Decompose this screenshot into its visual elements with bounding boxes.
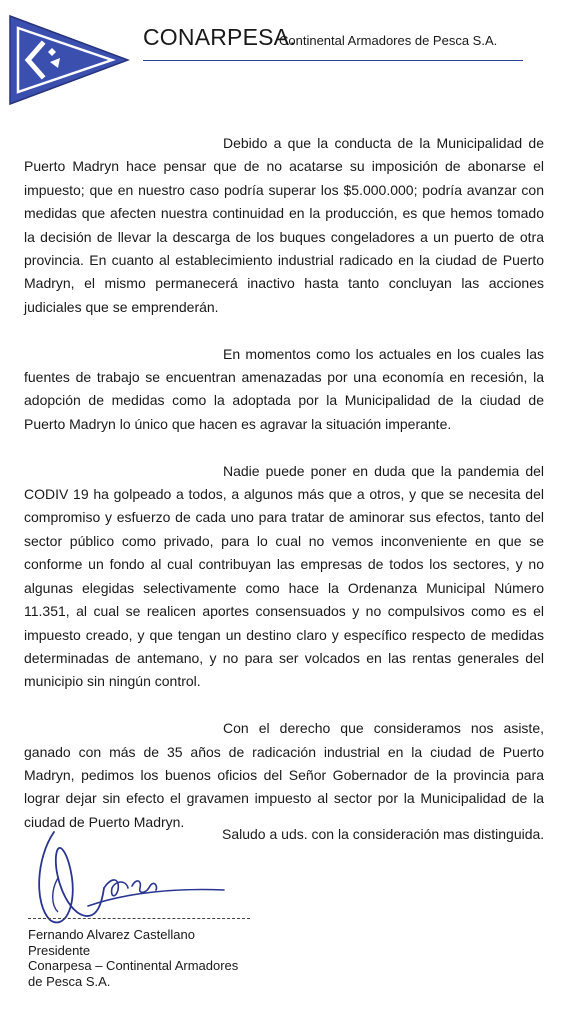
company-name: CONARPESA.	[143, 24, 296, 50]
signer-block	[28, 927, 238, 989]
signer-title: Presidente	[28, 942, 91, 958]
closing-line: Saludo a uds. con la consideración mas distinguida.	[222, 826, 545, 842]
signer-org-line-2: de Pesca S.A.	[28, 973, 111, 989]
letter-body	[24, 132, 544, 858]
header-rule	[143, 60, 523, 61]
paragraph-4: Con el derecho que consideramos nos asiste, ganado con más de 35 años de radicación industrial en la ciudad de Puerto Madryn, pedimos los buenos oficios del Señor Gobernador de la provincia para lograr dejar sin efecto el gravamen impuesto al sector por la Municipalidad de la ciudad de Puerto Madryn.	[24, 720, 544, 830]
company-full-name: Continental Armadores de Pesca S.A.	[279, 33, 498, 48]
paragraph-2: En momentos como los actuales en los cuales las fuentes de trabajo se encuentran amenazadas por una economía en recesión, la adopción de medidas como la adoptada por la Municipalidad de la ciudad de Puerto Madryn lo único que hacen es agravar la situación imperante.	[24, 345, 544, 432]
signer-name: Fernando Alvarez Castellano	[28, 927, 195, 942]
signature-line	[28, 918, 250, 919]
handwritten-signature	[28, 818, 228, 928]
paragraph-3: Nadie puede poner en duda que la pandemia del CODIV 19 ha golpeado a todos, a algunos más que a otros, y que se necesita del compromiso y esfuerzo de cada uno para tratar de aminorar sus efectos, tanto del sector público como privado, para lo cual no vemos inconveniente en que se conforme un fondo al cual contribuyan las empresas de todos los sectores, y no algunas elegidas selectivamente como hace la Ordenanza Municipal Número 11.351, al cual se realicen aportes consensuados y no compulsivos como es el impuesto creado, y que tengan un destino claro y específico respecto de medidas determinadas de antemano, y no para ser volcados en las rentas generales del municipio sin ningún control.	[24, 462, 544, 690]
pennant-flag-icon	[8, 14, 130, 106]
paragraph-1: Debido a que la conducta de la Municipalidad de Puerto Madryn hace pensar que de no acatarse su imposición de abonarse el impuesto; que en nuestro caso podría superar los $5.000.000; podría avanzar con medidas que afecten nuestra continuidad en la producción, es que hemos tomado la decisión de llevar la descarga de los buques congeladores a un puerto de otra provincia. En cuanto al establecimiento industrial radicado en la ciudad de Puerto Madryn, el mismo permanecerá inactivo hasta tanto concluyan las acciones judiciales que se emprenderán.	[24, 135, 544, 315]
letterhead	[0, 0, 570, 110]
signer-org-line-1: Conarpesa – Continental Armadores	[28, 958, 239, 974]
